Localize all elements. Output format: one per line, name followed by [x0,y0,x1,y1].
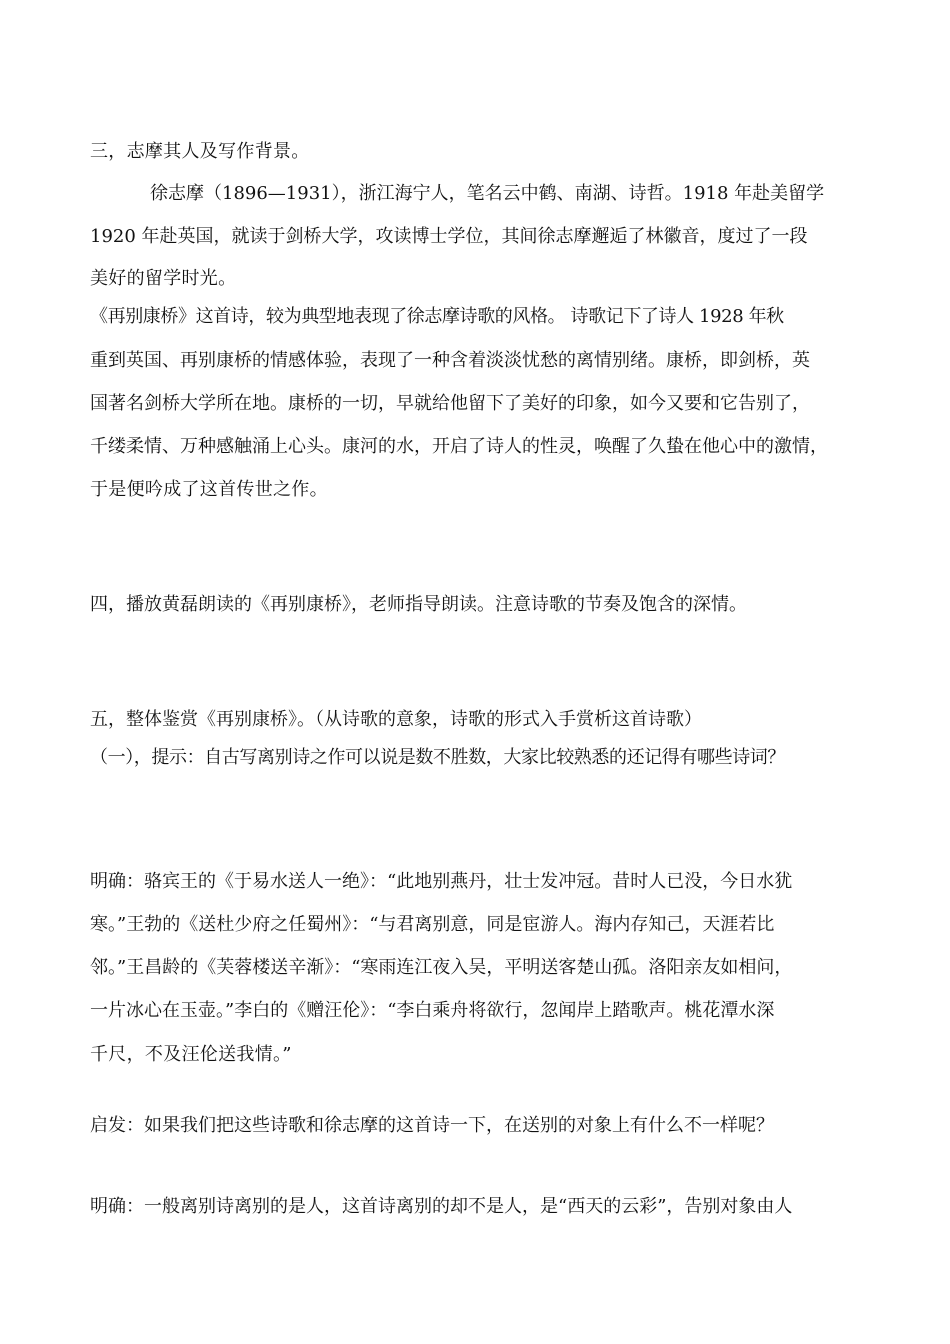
inspire-line: 启发：如果我们把这些诗歌和徐志摩的这首诗一下，在送别的对象上有什么不一样呢？ [90,1115,774,1136]
bio-line-3: 美好的留学时光。 [90,268,237,289]
poem-intro-line-4: 千缕柔情、万种感触涌上心头。康河的水，开启了诗人的性灵，唤醒了久蛰在他心中的激情， [90,436,828,457]
poem-intro-line-1: 《再别康桥》这首诗，较为典型地表现了徐志摩诗歌的风格。 诗歌记下了诗人 1928 年秋 [90,306,784,327]
answer-line-2: 寒。”王勃的《送杜少府之任蜀州》：“与君离别意，同是宦游人。海内存知己，天涯若比 [90,914,775,935]
poem-intro-line-5: 于是便吟成了这首传世之作。 [90,479,328,500]
answer-line-1: 明确：骆宾王的《于易水送人一绝》：“此地别燕丹，壮士发冲冠。昔时人已没，今日水犹 [90,871,793,892]
answer-line-3: 邻。”王昌龄的《芙蓉楼送辛渐》：“寒雨连江夜入吴，平明送客楚山孤。洛阳亲友如相问， [90,957,793,978]
section-5-heading: 五，整体鉴赏《再别康桥》。（从诗歌的意象，诗歌的形式入手赏析这首诗歌） [90,709,702,730]
section-5-prompt: （一），提示：自古写离别诗之作可以说是数不胜数，大家比较熟悉的还记得有哪些诗词？ [90,747,785,768]
answer-line-5: 千尺，不及汪伦送我情。” [90,1044,292,1065]
bio-line-1: 徐志摩（1896—1931），浙江海宁人，笔名云中鹤、南湖、诗哲。1918 年赴美留学 [150,183,825,204]
answer-2-line: 明确：一般离别诗离别的是人，这首诗离别的却不是人，是“西天的云彩”，告别对象由人 [90,1196,793,1217]
section-4-heading: 四，播放黄磊朗读的《再别康桥》，老师指导朗读。注意诗歌的节奏及饱含的深情。 [90,594,747,615]
poem-intro-line-3: 国著名剑桥大学所在地。康桥的一切，早就给他留下了美好的印象，如今又要和它告别了， [90,393,810,414]
poem-intro-line-2: 重到英国、再别康桥的情感体验，表现了一种含着淡淡忧愁的离情别绪。康桥，即剑桥，英 [90,350,810,371]
bio-line-2: 1920 年赴英国，就读于剑桥大学，攻读博士学位，其间徐志摩邂逅了林徽音，度过了一段 [90,226,808,247]
answer-line-4: 一片冰心在玉壶。”李白的《赠汪伦》：“李白乘舟将欲行，忽闻岸上踏歌声。桃花潭水深 [90,1000,775,1021]
section-3-heading: 三，志摩其人及写作背景。 [90,141,310,162]
